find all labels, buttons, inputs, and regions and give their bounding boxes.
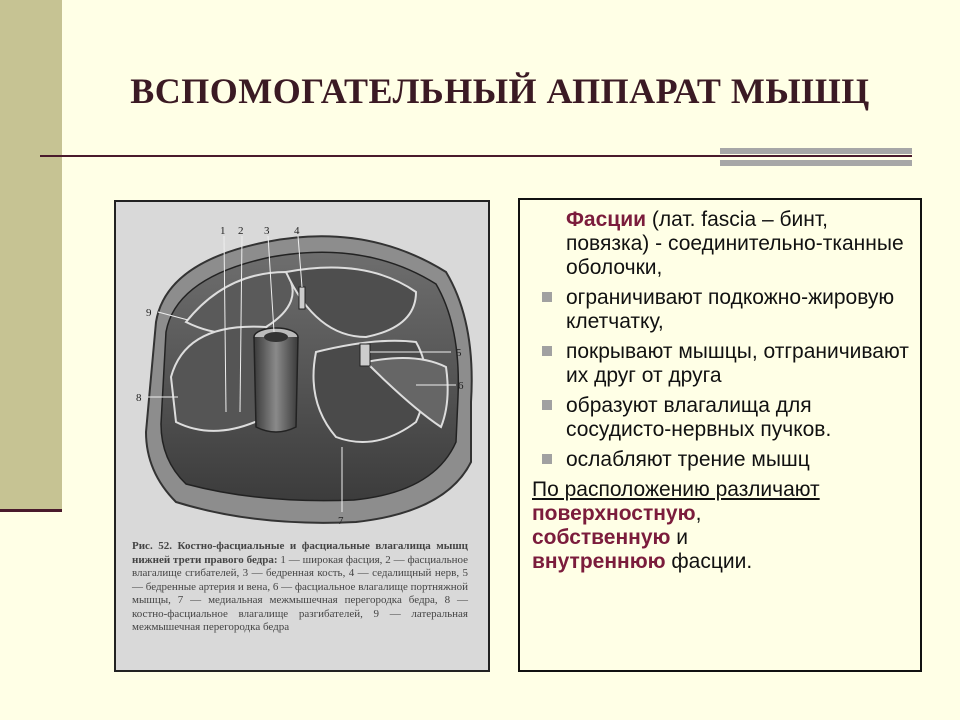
list-item-text: ограничивают подкожно-жировую клетчатку, <box>566 286 895 333</box>
list-item-text: образуют влагалища для сосудисто-нервных пучков. <box>566 394 832 441</box>
list-item <box>532 286 910 334</box>
figure-label: 8 <box>136 392 142 404</box>
term-superficial: поверхностную <box>532 502 696 525</box>
classification-lead: По расположению различают <box>532 478 820 501</box>
title-divider-accent <box>720 148 912 166</box>
figure-label: 6 <box>458 380 464 392</box>
term-internal: внутреннюю <box>532 550 666 573</box>
square-bullet-icon <box>542 346 552 356</box>
figure-label: 5 <box>456 347 462 359</box>
definition-textbox <box>518 198 922 672</box>
square-bullet-icon <box>542 454 552 464</box>
decorative-left-band <box>0 0 62 512</box>
figure-caption-text: 1 — широкая фасция, 2 — фасциальное влагалище сгибателей, 3 — бедренная кость, 4 — седалищный нерв, 5 — бедренные артерия и вена, 6 — фасциальное влагалище портняжной мышцы, 7 — медиальная межмышечная перегородка бедра, 8 — костно-фасциальное влагалище разгибателей, 9 — латеральная межмышечная перегородка бедра <box>132 553 469 633</box>
figure-label: 9 <box>146 307 152 319</box>
definition-intro <box>532 208 910 280</box>
figure-label: 1 <box>220 225 226 237</box>
list-item-text: покрывают мышцы, отграничивают их друг от друга <box>566 340 909 387</box>
list-item <box>532 394 910 442</box>
figure-caption-title: Рис. 52. Костно-фасциальные и фасциальные влагалища мышц нижней трети правого бедра: <box>132 540 468 566</box>
square-bullet-icon <box>542 400 552 410</box>
anatomy-figure <box>114 200 490 672</box>
figure-label: 7 <box>338 515 344 527</box>
figure-label: 4 <box>294 225 300 237</box>
term-fascia: Фасции <box>566 208 647 231</box>
classification-tail: фасции. <box>665 550 753 573</box>
slide-title: ВСПОМОГАТЕЛЬНЫЙ АППАРАТ МЫШЦ <box>130 71 870 111</box>
decorative-band-edge <box>0 509 62 512</box>
square-bullet-icon <box>542 292 552 302</box>
list-item <box>532 340 910 388</box>
list-item <box>532 448 910 472</box>
figure-label: 2 <box>238 225 244 237</box>
figure-caption <box>132 540 468 635</box>
list-item-text: ослабляют трение мышц <box>566 448 810 471</box>
definition-intro-text: (лат. fascia – бинт, повязка) - соединительно-тканные оболочки, <box>566 208 904 279</box>
separator: , <box>695 502 702 525</box>
classification-paragraph <box>532 478 910 574</box>
properties-list <box>532 286 910 472</box>
separator: и <box>670 526 689 549</box>
term-proper: собственную <box>532 526 671 549</box>
figure-label: 3 <box>264 225 270 237</box>
